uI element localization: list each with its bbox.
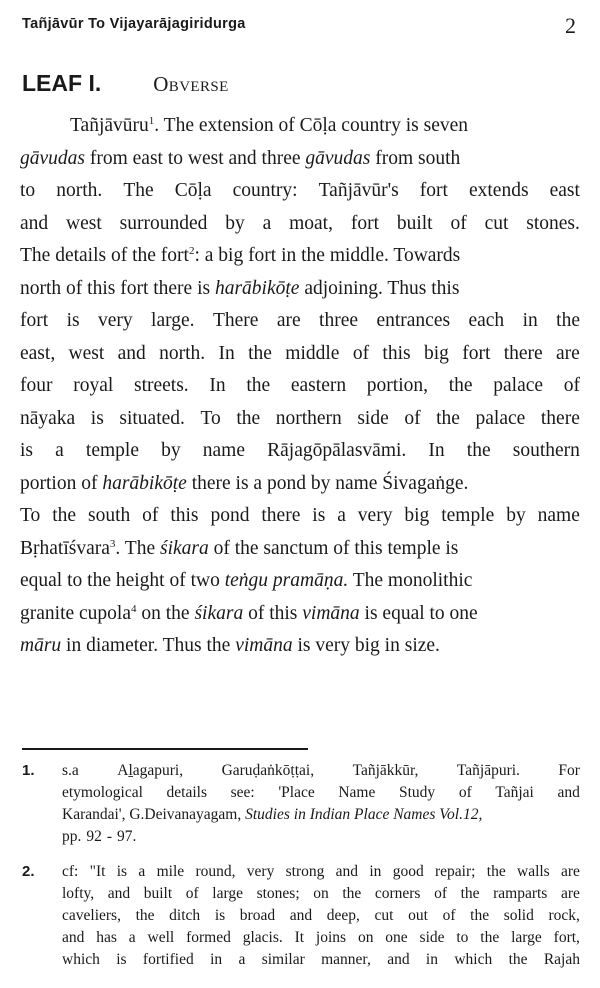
word: of — [450, 212, 467, 234]
text-span: portion of — [20, 472, 103, 494]
leaf-label: LEAF I. — [22, 70, 102, 96]
word: temple — [85, 440, 139, 461]
word: a — [55, 440, 64, 461]
word: pp. — [62, 828, 82, 845]
text-line — [20, 468, 580, 501]
word: moat, — [289, 212, 333, 234]
text-span: Studies in Indian Place Names Vol.12, — [245, 806, 483, 823]
word: and — [107, 885, 131, 902]
word: the — [486, 863, 506, 880]
word: is — [116, 863, 128, 880]
word: Tañjākkūr, — [352, 762, 419, 779]
text-span: teṅgu pramāṇa. — [224, 570, 349, 591]
word: the — [470, 907, 490, 924]
word: the — [556, 310, 580, 331]
word: a — [138, 863, 146, 880]
word: fort — [350, 212, 379, 234]
word: the — [342, 885, 362, 902]
text-line — [20, 630, 580, 663]
word: in — [522, 310, 538, 331]
word: are — [561, 863, 580, 880]
word: are — [276, 310, 301, 331]
text-span: of this — [243, 602, 303, 624]
running-title: Tañjāvūr To Vijayarājagiridurga — [22, 16, 246, 32]
word: Study — [399, 784, 436, 801]
word: west — [66, 212, 102, 234]
text-line — [20, 565, 580, 598]
word: of — [185, 885, 199, 902]
word: Aḻagapuri, — [117, 762, 184, 779]
text-line — [20, 175, 580, 208]
word: to — [456, 929, 469, 946]
word: similar — [261, 951, 305, 968]
word: the — [508, 951, 528, 968]
word: cut — [484, 212, 509, 234]
word: To — [200, 407, 221, 429]
word: a — [337, 505, 346, 526]
text-span: from south — [370, 147, 461, 169]
word: to — [20, 180, 36, 201]
word: west — [68, 342, 105, 364]
word: east, — [20, 342, 56, 364]
word: portion, — [366, 375, 429, 396]
text-span: gāvudas — [305, 147, 371, 169]
word: pond — [210, 505, 250, 526]
text-line — [20, 110, 580, 143]
word: glacis. — [242, 929, 283, 946]
word: 97. — [117, 828, 137, 845]
footnote-line — [62, 760, 580, 782]
word: is — [312, 505, 326, 526]
word: big — [423, 342, 449, 364]
word: the — [246, 375, 271, 396]
word: is — [116, 951, 127, 968]
word: manner, — [321, 951, 371, 968]
word: walls — [517, 863, 550, 880]
footnote-line — [62, 804, 580, 826]
word: three — [319, 310, 359, 331]
word: the — [52, 505, 77, 526]
word: four — [20, 375, 53, 396]
word: name — [202, 440, 245, 461]
word: Rajah — [543, 951, 580, 968]
word: the — [248, 342, 272, 364]
text-span: śikara — [194, 602, 244, 624]
word: southern — [512, 440, 580, 461]
word: In — [209, 375, 226, 396]
word: side — [419, 929, 445, 946]
word: a — [238, 951, 246, 968]
text-span: of the sanctum of this temple is — [208, 537, 459, 559]
word: fort — [462, 342, 491, 364]
word: details — [166, 784, 208, 801]
footnote-number: 1. — [22, 762, 35, 779]
footnote-line — [62, 949, 580, 971]
word: out — [408, 907, 428, 924]
text-span: The monolithic — [348, 570, 473, 591]
word: ditch — [169, 907, 201, 924]
word: north. — [159, 342, 206, 364]
word: It — [294, 929, 305, 946]
word: and — [557, 784, 580, 801]
word: big — [404, 505, 430, 526]
word: lofty, — [62, 885, 95, 902]
footnote-line — [62, 782, 580, 804]
word: country: — [232, 180, 298, 201]
word: There — [212, 310, 259, 331]
word: 92 — [86, 828, 102, 845]
word: Name — [338, 784, 376, 801]
footnote-ref-4: 4 — [131, 602, 137, 615]
word: entrances — [376, 310, 451, 331]
text-span: Bṛhatīśvara — [20, 537, 110, 559]
word: Cōḷa — [174, 180, 212, 201]
footnote-ref-1: 1 — [148, 115, 155, 127]
word: on — [313, 885, 329, 902]
word: by — [506, 505, 526, 526]
running-head — [22, 13, 576, 46]
word: large — [511, 929, 542, 946]
word: this — [170, 505, 199, 526]
text-span: granite cupola — [20, 602, 131, 624]
word: temple — [441, 505, 495, 526]
body-text — [20, 110, 580, 663]
text-span: harābikōṭe — [102, 472, 187, 494]
text-span: : a big fort in the middle. Towards — [194, 245, 461, 266]
word: Tañjāvūr's — [318, 180, 399, 201]
word: cut — [374, 907, 394, 924]
word: extends — [468, 180, 529, 201]
word: Tañjāpuri. — [456, 762, 520, 779]
word: solid — [503, 907, 534, 924]
word: see: — [230, 784, 255, 801]
word: this — [382, 342, 411, 364]
word: nāyaka — [20, 407, 76, 429]
word: north. — [56, 180, 103, 201]
word: and — [387, 951, 410, 968]
word: the — [460, 885, 480, 902]
word: eastern — [290, 375, 347, 396]
text-line — [20, 435, 580, 468]
word: To — [20, 505, 41, 526]
word: palace — [475, 407, 526, 429]
word: fortified — [142, 951, 194, 968]
text-line — [20, 305, 580, 338]
word: which — [454, 951, 493, 968]
word: built — [396, 212, 433, 234]
word: is — [214, 907, 226, 924]
word: there — [261, 505, 301, 526]
word: ramparts — [493, 885, 548, 902]
word: of — [142, 505, 159, 526]
word: of — [434, 885, 447, 902]
word: For — [558, 762, 580, 779]
text-span: from east to west and three — [85, 147, 306, 169]
word: is — [20, 440, 34, 461]
footnote-1 — [22, 760, 580, 848]
text-span: is equal to one — [359, 602, 478, 624]
word: side — [357, 407, 389, 429]
text-span: equal to the height of two — [20, 570, 225, 591]
text-span: north of this fort there is — [20, 277, 215, 299]
text-span: vimāna — [302, 602, 360, 624]
word: stones; — [256, 885, 300, 902]
text-span: Karandai', G.Deivanayagam, — [62, 806, 246, 823]
word: "It — [89, 863, 106, 880]
word: The — [123, 180, 154, 201]
text-span: vimāna — [235, 635, 293, 656]
word: well — [147, 929, 175, 946]
word: surrounded — [119, 212, 208, 234]
word: on — [357, 929, 374, 946]
word: in — [425, 951, 438, 968]
word: name — [537, 505, 580, 526]
word: fort, — [553, 929, 580, 946]
word: are — [560, 885, 580, 902]
word: a — [262, 212, 272, 234]
word: the — [480, 929, 500, 946]
word: large — [212, 885, 243, 902]
word: mile — [156, 863, 185, 880]
footnote-line — [62, 927, 580, 949]
word: which — [62, 951, 100, 968]
footnote-line — [62, 883, 580, 905]
text-span: is very big in size. — [292, 635, 440, 656]
word: and — [289, 907, 313, 924]
text-span: . The — [115, 537, 160, 559]
word: corners — [374, 885, 421, 902]
word: broad — [239, 907, 276, 924]
text-line — [20, 370, 580, 403]
word: are — [556, 342, 580, 364]
word: a — [128, 929, 136, 946]
word: middle — [285, 342, 340, 364]
word: of — [352, 342, 370, 364]
footnote-number: 2. — [22, 863, 35, 880]
word: good — [392, 863, 424, 880]
footnote-rule — [22, 748, 308, 750]
text-line — [20, 533, 580, 566]
word: large. — [151, 310, 195, 331]
footnote-ref-2: 2 — [188, 245, 195, 257]
text-line — [20, 143, 580, 176]
text-span: harābikōṭe — [214, 277, 300, 299]
footnote-line — [62, 905, 580, 927]
word: Garuḍaṅkōṭṭai, — [221, 762, 315, 779]
word: and — [117, 342, 146, 364]
word: round, — [195, 863, 236, 880]
word: and — [20, 212, 49, 234]
text-span: in diameter. Thus the — [61, 635, 236, 656]
word: formed — [186, 929, 231, 946]
word: of — [458, 784, 472, 801]
word: east — [549, 180, 580, 201]
text-span: śikara — [159, 537, 209, 559]
word: the — [236, 407, 261, 429]
word: by — [225, 212, 245, 234]
word: has — [96, 929, 117, 946]
word: joins — [315, 929, 347, 946]
word: in — [210, 951, 223, 968]
word: one — [385, 929, 408, 946]
word: fort — [20, 310, 49, 331]
word: of — [442, 907, 456, 924]
word: strong — [285, 863, 325, 880]
word: the — [135, 907, 155, 924]
word: and — [335, 863, 359, 880]
word: stones. — [526, 212, 580, 234]
word: Tañjai — [495, 784, 534, 801]
word: of — [563, 375, 580, 396]
word: situated. — [119, 407, 185, 429]
word: built — [143, 885, 173, 902]
word: caveliers, — [62, 907, 121, 924]
word: s.a — [62, 762, 79, 779]
leaf-heading — [22, 70, 229, 97]
footnotes — [22, 760, 580, 984]
word: south — [87, 505, 131, 526]
footnote-line — [62, 861, 580, 883]
word: the — [466, 440, 491, 461]
word: the — [448, 375, 473, 396]
word: the — [436, 407, 460, 429]
word: royal — [73, 375, 114, 396]
word: 'Place — [278, 784, 315, 801]
word: each — [468, 310, 505, 331]
word: of — [404, 407, 421, 429]
text-line — [20, 500, 580, 533]
text-span: māru — [20, 635, 62, 656]
text-span: adjoining. Thus this — [299, 277, 460, 299]
text-span: Tañjāvūru — [70, 115, 149, 136]
text-span: gāvudas — [20, 147, 85, 169]
footnote-line — [62, 826, 580, 848]
word: very — [97, 310, 133, 331]
page-number: 2 — [565, 13, 576, 38]
text-span: The details of the fort — [20, 245, 189, 266]
word: there — [503, 342, 543, 364]
word: very — [357, 505, 393, 526]
word: Rājagōpālasvāmi. — [267, 440, 407, 461]
text-line — [20, 208, 580, 241]
word: is — [66, 310, 80, 331]
text-line — [20, 273, 580, 306]
word: is — [90, 407, 104, 429]
text-line — [20, 338, 580, 371]
word: cf: — [62, 863, 79, 880]
word: very — [246, 863, 275, 880]
text-span: there is a pond by name Śivagaṅge. — [186, 472, 469, 494]
side-label: Obverse — [153, 72, 229, 96]
word: and — [62, 929, 85, 946]
footnote-2 — [22, 861, 580, 971]
word: there — [540, 407, 580, 429]
word: northern — [275, 407, 342, 429]
word: fort — [419, 180, 448, 201]
text-line — [20, 240, 580, 273]
word: deep, — [326, 907, 360, 924]
word: etymological — [62, 784, 143, 801]
text-span: on the — [136, 602, 195, 624]
word: rock, — [548, 907, 580, 924]
word: streets. — [133, 375, 189, 396]
word: - — [106, 828, 113, 845]
text-line — [20, 403, 580, 436]
word: In — [218, 342, 235, 364]
footnote-ref-3: 3 — [109, 537, 116, 550]
word: in — [369, 863, 382, 880]
text-line — [20, 598, 580, 631]
word: palace — [493, 375, 544, 396]
text-span: . The extension of Cōḷa country is seven — [154, 115, 469, 136]
word: by — [161, 440, 181, 461]
word: repair; — [435, 863, 476, 880]
word: In — [428, 440, 445, 461]
